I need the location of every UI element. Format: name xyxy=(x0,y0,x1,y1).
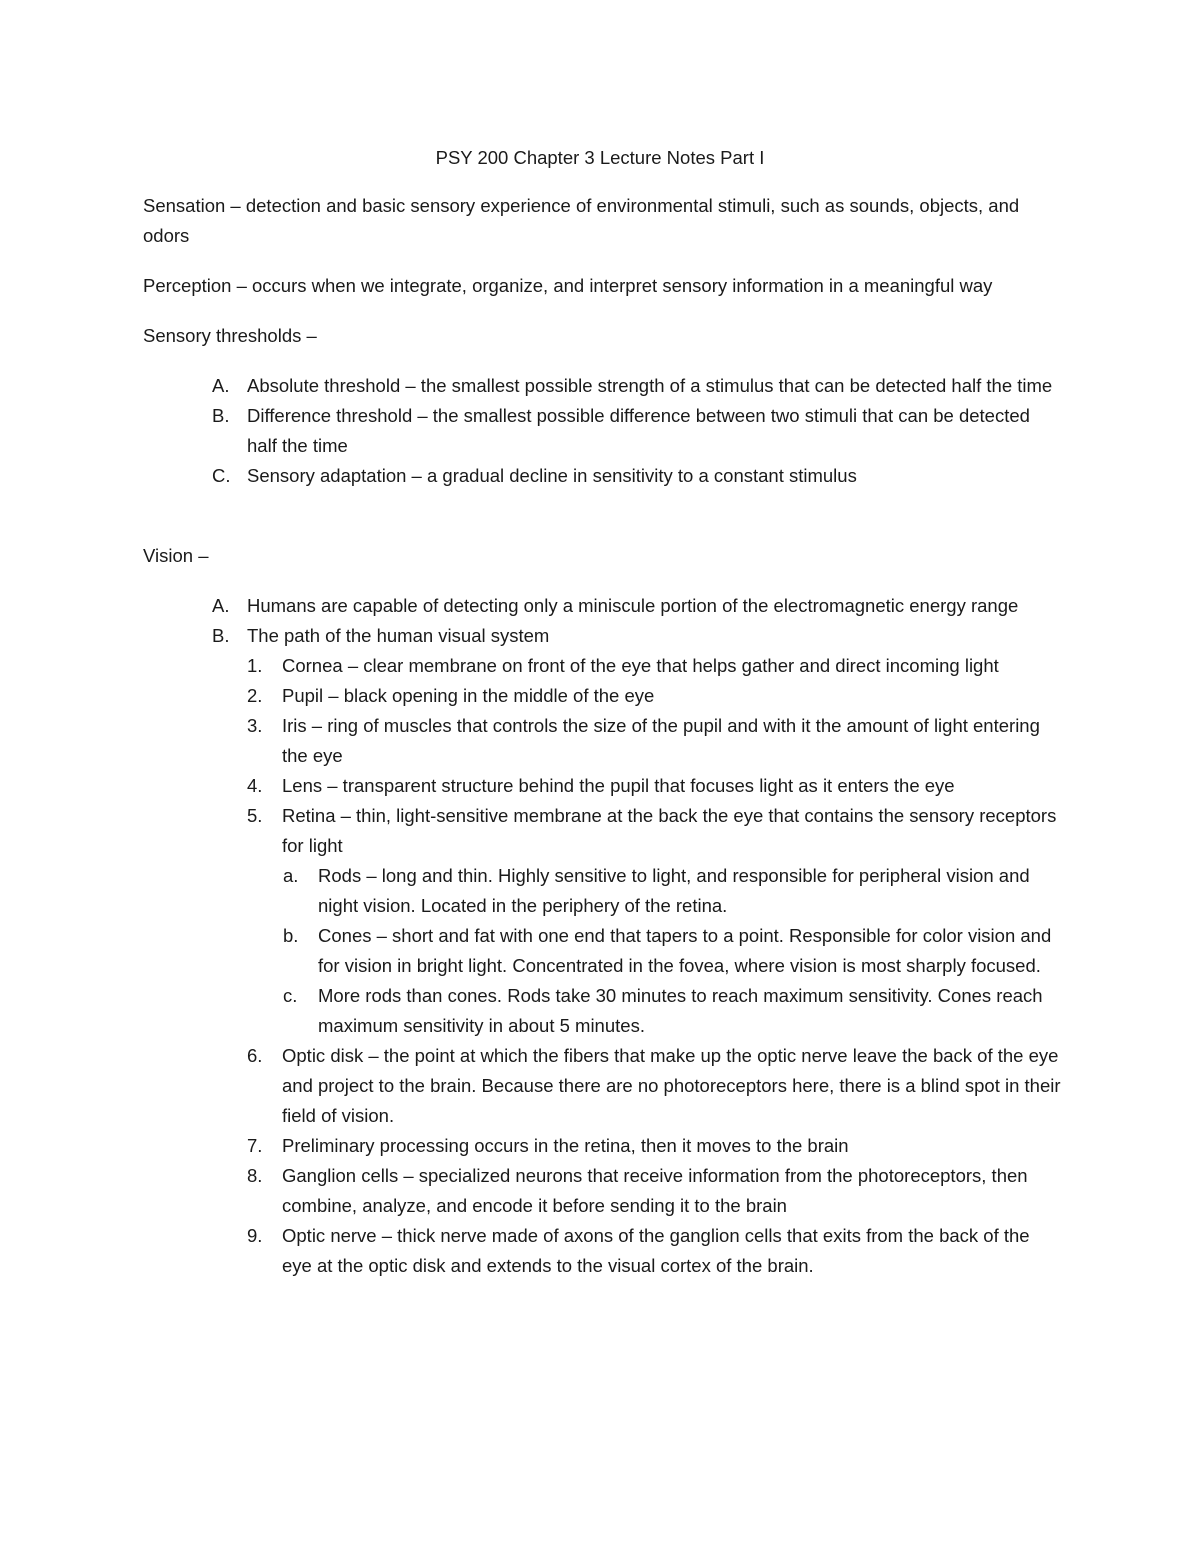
list-marker: A. xyxy=(212,595,230,616)
list-item xyxy=(0,921,1200,981)
list-item-text: Sensory adaptation – a gradual decline in sensitivity to a constant stimulus xyxy=(247,465,857,486)
thresholds-list xyxy=(0,371,1200,491)
list-marker: 7. xyxy=(247,1135,263,1156)
list-item xyxy=(0,461,1200,491)
list-marker: B. xyxy=(212,625,230,646)
list-marker: 9. xyxy=(247,1225,263,1246)
list-item xyxy=(0,801,1200,861)
list-marker: b. xyxy=(283,925,299,946)
list-item xyxy=(0,1131,1200,1161)
list-item xyxy=(0,1161,1200,1221)
list-marker: 3. xyxy=(247,715,263,736)
list-item xyxy=(0,681,1200,711)
list-item-text: Cones – short and fat with one end that tapers to a point. Responsible for color vision and for vision in bright light. Concentrated in the fovea, where vision is most sharply focused. xyxy=(318,925,1052,976)
list-item xyxy=(0,401,1200,461)
list-item-text: Optic nerve – thick nerve made of axons of the ganglion cells that exits from the back of the eye at the optic disk and extends to the visual cortex of the brain. xyxy=(282,1225,1030,1276)
list-item xyxy=(0,711,1200,771)
list-marker: 4. xyxy=(247,775,263,796)
list-item xyxy=(0,771,1200,801)
list-item-text: Absolute threshold – the smallest possible strength of a stimulus that can be detected half the time xyxy=(247,375,1053,396)
list-marker: 8. xyxy=(247,1165,263,1186)
page-title: PSY 200 Chapter 3 Lecture Notes Part I xyxy=(435,147,765,168)
vision-list xyxy=(0,591,1200,1281)
list-item-text: Cornea – clear membrane on front of the eye that helps gather and direct incoming light xyxy=(282,655,999,676)
list-item-text: The path of the human visual system xyxy=(247,625,550,646)
list-item-text: Rods – long and thin. Highly sensitive to light, and responsible for peripheral vision and night vision. Located in the periphery of the retina. xyxy=(318,865,1030,916)
sensation-definition: Sensation – detection and basic sensory experience of environmental stimuli, such as sounds, objects, and odors xyxy=(143,195,1020,246)
list-item xyxy=(0,1041,1200,1131)
list-item xyxy=(0,981,1200,1041)
list-item xyxy=(0,371,1200,401)
list-marker: a. xyxy=(283,865,299,886)
list-marker: B. xyxy=(212,405,230,426)
list-marker: 1. xyxy=(247,655,263,676)
list-item xyxy=(0,861,1200,921)
list-item-text: Pupil – black opening in the middle of the eye xyxy=(282,685,655,706)
list-marker: C. xyxy=(212,465,231,486)
list-item-text: Ganglion cells – specialized neurons that receive information from the photoreceptors, then combine, analyze, and encode it before sending it to the brain xyxy=(282,1165,1028,1216)
list-item-text: Retina – thin, light-sensitive membrane at the back the eye that contains the sensory receptors for light xyxy=(282,805,1057,856)
list-item-text: Lens – transparent structure behind the pupil that focuses light as it enters the eye xyxy=(282,775,955,796)
list-marker: 6. xyxy=(247,1045,263,1066)
list-item-text: Optic disk – the point at which the fibers that make up the optic nerve leave the back of the eye and project to the brain. Because there are no photoreceptors here, there is a blind spot in their field of vision. xyxy=(282,1045,1061,1126)
list-item xyxy=(0,621,1200,651)
list-item-text: Preliminary processing occurs in the retina, then it moves to the brain xyxy=(282,1135,849,1156)
list-item-text: Humans are capable of detecting only a miniscule portion of the electromagnetic energy range xyxy=(247,595,1019,616)
list-marker: A. xyxy=(212,375,230,396)
perception-definition: Perception – occurs when we integrate, organize, and interpret sensory information in a meaningful way xyxy=(143,275,993,296)
list-item-text: More rods than cones. Rods take 30 minutes to reach maximum sensitivity. Cones reach maximum sensitivity in about 5 minutes. xyxy=(318,985,1043,1036)
thresholds-heading: Sensory thresholds – xyxy=(143,325,317,346)
list-item xyxy=(0,591,1200,621)
list-item xyxy=(0,651,1200,681)
vision-heading: Vision – xyxy=(143,545,209,566)
list-marker: 5. xyxy=(247,805,263,826)
list-marker: c. xyxy=(283,985,298,1006)
list-marker: 2. xyxy=(247,685,263,706)
list-item-text: Difference threshold – the smallest possible difference between two stimuli that can be detected half the time xyxy=(247,405,1030,456)
list-item xyxy=(0,1221,1200,1281)
list-item-text: Iris – ring of muscles that controls the size of the pupil and with it the amount of light entering the eye xyxy=(282,715,1040,766)
